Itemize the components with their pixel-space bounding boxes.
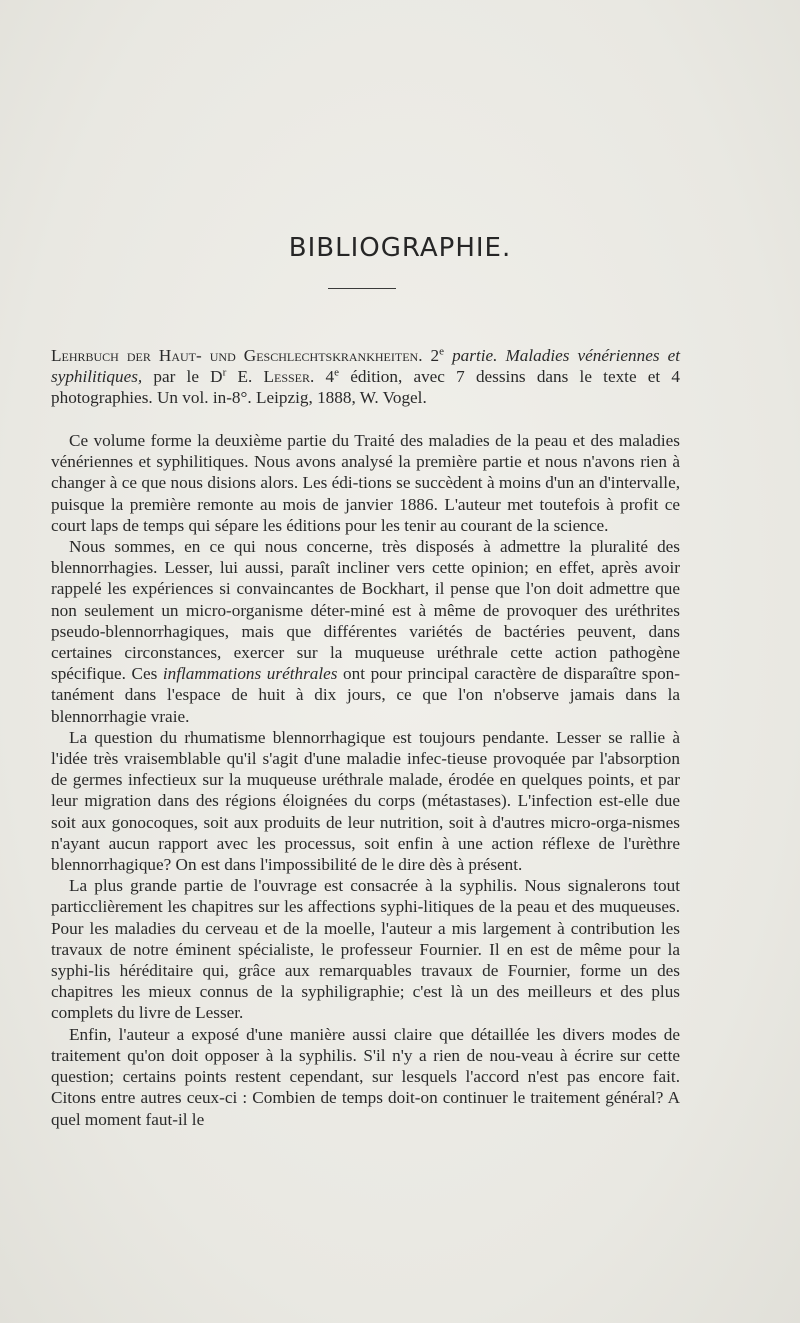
part-superscript: e	[439, 345, 445, 358]
paragraph-2	[51, 536, 680, 727]
paragraph-5: Enfin, l'auteur a exposé d'une manière aussi claire que détaillée les divers modes de traitement qu'on doit opposer à la syphilis. S'il n'y a rien de nou-veau à écrire sur cette question; certains points restent cependant, sur lesquels l'accord n'est pas encore fait. Citons entre autres ceux-ci : Combien de temps doit-on continuer le traitement général? A quel moment faut-il le	[51, 1024, 680, 1129]
by-text: par le D	[142, 367, 223, 387]
paragraph-2-emphasis: inflammations uréthrales	[162, 664, 338, 684]
book-title: Lehrbuch der Haut- und Geschlechtskrankheiten.	[51, 346, 423, 365]
author-name: E. Lesser.	[226, 367, 315, 387]
part-title: partie. Maladies vénériennes et syphilitiques,	[51, 346, 680, 387]
page-title: BIBLIOGRAPHIE.	[288, 233, 512, 263]
citation-line	[51, 345, 680, 409]
review-body	[51, 430, 680, 1130]
paragraph-3: La question du rhumatisme blennorrhagique est toujours pendante. Lesser se rallie à l'idée très vraisemblable qu'il s'agit d'une maladie infec-tieuse provoquée par l'absorption de germes infectieux sur la muqueuse uréthrale malade, érodée en quelques points, et par leur migration dans des régions éloignées du corps (métastases). L'infection est-elle due soit aux gonocoques, soit aux produits de leur nutrition, soit à d'autres micro-orga-nismes n'ayant aucun rapport avec les processus, soit enfin à une action réflexe de l'urèthre blennorrhagique? On est dans l'impossibilité de le dire dès à présent.	[51, 727, 680, 875]
part-number: 2	[422, 346, 440, 365]
paragraph-2-part-b: ont pour principal caractère de disparaître spon-tanément dans l'espace de huit à dix jours, ce que l'on n'observe jamais dans la blennorrhagie vraie.	[51, 664, 680, 726]
paragraph-1: Ce volume forme la deuxième partie du Traité des maladies de la peau et des maladies vénériennes et syphilitiques. Nous avons analysé la première partie et nous n'avons rien à changer à ce que nous disions alors. Les édi-tions se succèdent à moins d'un an d'intervalle, puisque la première remonte au mois de janvier 1886. L'auteur met toutefois à profit ce court laps de temps qui sépare les éditions pour les tenir au courant de la science.	[51, 431, 680, 535]
bibliographic-citation	[51, 345, 680, 409]
edition-superscript: e	[334, 366, 339, 379]
title-divider	[328, 288, 396, 289]
paragraph-4: La plus grande partie de l'ouvrage est consacrée à la syphilis. Nous signalerons tout particclièrement les chapitres sur les affections syphi-litiques de la peau et des muqueuses. Pour les maladies du cerveau et de la moelle, l'auteur a mis largement à contribution les travaux de notre éminent spécialiste, le professeur Fournier. Il en est de même pour la syphi-lis héréditaire qui, grâce aux remarquables travaux de Fournier, forme un des chapitres les mieux connus de la syphiligraphie; c'est là un des meilleurs et des plus complets du livre de Lesser.	[51, 876, 680, 1023]
citation-details: édition, avec 7 dessins dans le texte et 4 photographies. Un vol. in-8°. Leipzig, 1888, W. Vogel.	[51, 367, 680, 408]
edition-number: 4	[314, 367, 335, 387]
doctor-superscript: r	[222, 366, 227, 379]
paragraph-2-part-a: Nous sommes, en ce qui nous concerne, très disposés à admettre la pluralité des blennorrhagies. Lesser, lui aussi, paraît incliner vers cette opinion; en effet, après avoir rappelé les expériences si convaincantes de Bockhart, il pense que l'on doit admettre que non seulement un micro-organisme déter-miné est à même de provoquer des uréthrites pseudo-blennorrhagiques, mais que différentes variétés de bactéries peuvent, dans certaines circonstances, exercer sur la muqueuse uréthrale cette action pathogène spécifique. Ces	[51, 537, 680, 684]
